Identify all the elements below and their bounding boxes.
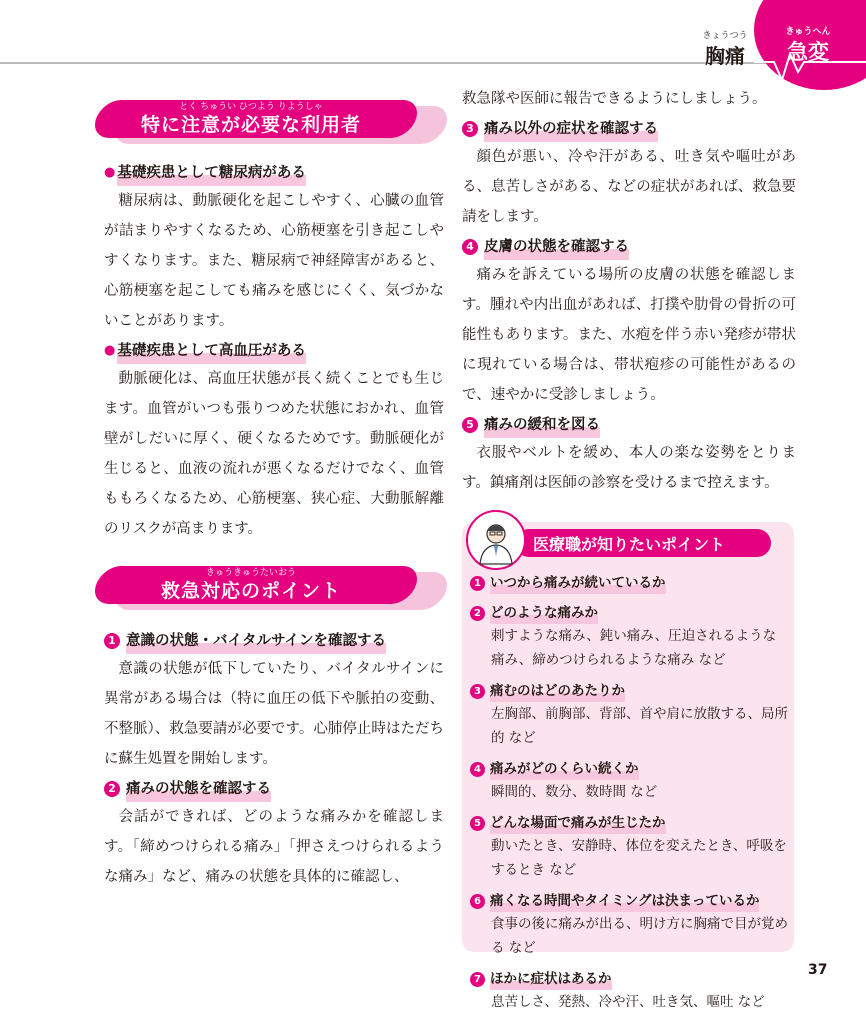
paragraph: 糖尿病は、動脈硬化を起こしやすく、心臓の血管が詰まりやすくなるため、心筋梗塞を引き起こしやすくなります。また、糖尿病で神経障害があると、心筋梗塞を起こしても痛みを感じにくく、気づかないことがあります。 <box>104 193 444 329</box>
list-item <box>470 680 788 750</box>
item-question: どのような痛みか <box>490 602 598 624</box>
list-item <box>470 890 788 960</box>
item-answer: 左胸部、前胸部、背部、首や肩に放散する、局所的 など <box>491 706 788 746</box>
category-title: 胸痛 <box>705 44 745 68</box>
bullet-icon: ● <box>104 165 116 180</box>
step-number: 1 <box>104 633 120 649</box>
item-answer: 息苦しさ、発熱、冷や汗、吐き気、嘔吐 など <box>491 994 765 1010</box>
item-number: 6 <box>470 894 485 909</box>
item-question: ほかに症状はあるか <box>490 968 612 990</box>
step-number: 2 <box>104 781 120 797</box>
step-heading: 5 痛みの緩和を図る <box>462 412 796 438</box>
doctor-avatar-icon <box>466 510 526 570</box>
step-number: 5 <box>462 417 478 433</box>
item-answer: 動いたとき、安静時、体位を変えたとき、呼吸をするとき など <box>491 838 787 878</box>
paragraph: 会話ができれば、どのような痛みかを確認します。「締めつけられる痛み」「押さえつけられるような痛み」など、痛みの状態を具体的に確認し、 <box>104 809 444 885</box>
paragraph: 動脈硬化は、高血圧状態が長く続くことでも生じます。血管がいつも張りつめた状態におかれ、血管壁がしだいに厚く、硬くなるためです。動脈硬化が生じると、血液の流れが悪くなるだけでなく、血管ももろくなるため、心筋梗塞、狭心症、大動脈解離のリスクが高まります。 <box>104 371 444 537</box>
section-title: 特に注意が必要な利用者 <box>140 114 361 136</box>
right-column <box>462 80 796 498</box>
step-heading: 4 皮膚の状態を確認する <box>462 234 796 260</box>
left-column <box>104 80 444 892</box>
step-number: 4 <box>462 239 478 255</box>
section-banner-users <box>96 100 444 148</box>
points-list <box>470 572 788 1022</box>
list-item <box>470 812 788 882</box>
paragraph: 意識の状態が低下していたり、バイタルサインに異常がある場合は（特に血圧の低下や脈拍の変動、不整脈）、救急要請が必要です。心肺停止時はただちに蘇生処置を開始します。 <box>104 661 444 767</box>
bullet-icon: ● <box>104 343 116 358</box>
section-banner-ruby: とく ちゅうい ひつよう りようしゃ <box>179 102 323 112</box>
list-item <box>470 572 788 594</box>
item-question: 痛くなる時間やタイミングは決まっているか <box>490 890 759 912</box>
item-number: 7 <box>470 972 485 987</box>
panel-title: 医療職が知りたいポイント <box>533 535 726 554</box>
list-item <box>470 968 788 1014</box>
item-number: 3 <box>470 684 485 699</box>
item-question: 痛むのはどのあたりか <box>490 680 625 702</box>
item-answer: 食事の後に痛みが出る、明け方に胸痛で目が覚める など <box>491 916 788 956</box>
section-banner-emergency <box>96 566 444 614</box>
item-answer: 瞬間的、数分、数時間 など <box>491 784 658 800</box>
item-question: 痛みがどのくらい続くか <box>490 758 639 780</box>
list-item <box>470 758 788 804</box>
section-banner-ruby: きゅうきゅうたいおう <box>205 568 296 578</box>
badge-ruby: きゅうへん <box>785 27 831 37</box>
step-heading: 2 痛みの状態を確認する <box>104 776 444 802</box>
step-heading: 3 痛み以外の症状を確認する <box>462 116 796 142</box>
panel-title-bar <box>515 529 771 557</box>
paragraph: 顔色が悪い、冷や汗がある、吐き気や嘔吐がある、息苦しさがある、などの症状があれば、救急要請をします。 <box>462 149 796 225</box>
item-answer: 刺すような痛み、鈍い痛み、圧迫されるような痛み、締めつけられるような痛み など <box>491 628 777 668</box>
paragraph: 痛みを訴えている場所の皮膚の状態を確認します。腫れや内出血があれば、打撲や肋骨の骨折の可能性もあります。また、水疱を伴う赤い発疹が帯状に現れている場合は、帯状疱疹の可能性があるので、速やかに受診しましょう。 <box>462 267 796 403</box>
paragraph-continuation: 救急隊や医師に報告できるようにしましょう。 <box>462 91 767 107</box>
section-title: 救急対応のポイント <box>160 580 341 602</box>
item-number: 4 <box>470 762 485 777</box>
subheading: ● 基礎疾患として糖尿病がある <box>104 160 444 186</box>
item-number: 1 <box>470 576 485 591</box>
list-item <box>470 602 788 672</box>
page-number: 37 <box>808 962 828 978</box>
category-ruby: きょうつう <box>702 31 748 41</box>
step-heading: 1 意識の状態・バイタルサインを確認する <box>104 628 444 654</box>
badge-title: 急変 <box>787 40 829 64</box>
item-question: どんな場面で痛みが生じたか <box>490 812 666 834</box>
paragraph: 衣服やベルトを緩め、本人の楽な姿勢をとります。鎮痛剤は医師の診察を受けるまで控えます。 <box>462 445 796 491</box>
subheading: ● 基礎疾患として高血圧がある <box>104 338 444 364</box>
item-number: 2 <box>470 606 485 621</box>
item-number: 5 <box>470 816 485 831</box>
item-question: いつから痛みが続いているか <box>490 572 666 594</box>
step-number: 3 <box>462 121 478 137</box>
